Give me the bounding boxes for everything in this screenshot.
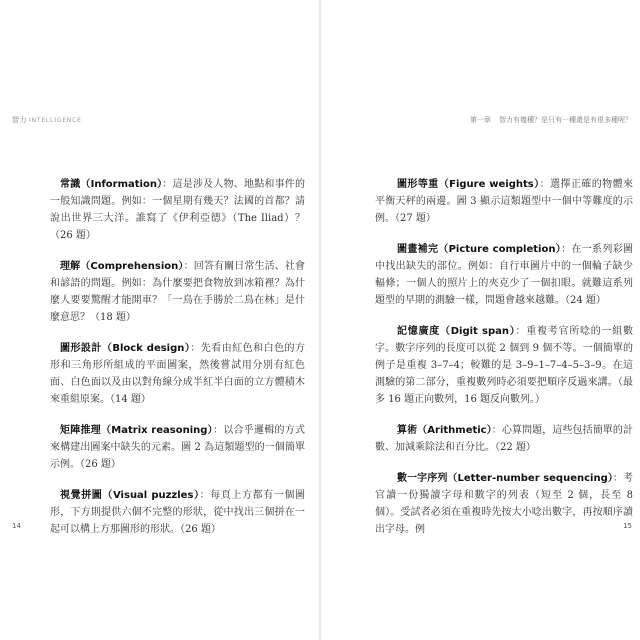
entry-term: 常識（Information） xyxy=(60,179,163,190)
entry-text: ：在一系列彩圖中找出缺失的部位。例如：自行車圖片中的一個輪子缺少輻條；一個人的照片上的夾克少了一個扣眼。就難這系列題型的早期的測驗一樣，問題會越來越難。（24 題） xyxy=(375,244,634,306)
entry-digit-span xyxy=(375,323,633,408)
page-number-right: 15 xyxy=(623,522,632,530)
page-number-left: 14 xyxy=(12,522,21,530)
entry-term: 圖畫補完（Picture completion） xyxy=(397,244,562,255)
entry-matrix-reasoning xyxy=(50,422,305,473)
entry-term: 理解（Comprehension） xyxy=(60,261,184,272)
entry-text: ：這是涉及人物、地點和事件的一般知識問題。例如：一個星期有幾天？法國的首都？請說出世界三大洋。誰寫了《伊利亞德》（The Iliad）？（26 題） xyxy=(50,179,306,241)
entry-term: 圖形設計（Block design） xyxy=(60,343,191,354)
running-header-chapter: 第一章 xyxy=(470,116,491,124)
right-page-body xyxy=(375,176,633,552)
entry-letter-number-sequencing xyxy=(375,470,633,538)
entry-information xyxy=(50,176,305,244)
entry-text: ：心算問題，這些包括簡單的計數、加減乘除法和百分比。（22 題） xyxy=(375,425,633,453)
entry-term: 記憶廣度（Digit span） xyxy=(397,326,516,337)
entry-text: ：每頁上方都有一個圖形，下方則提供六個不完整的形狀，從中找出三個拼在一起可以構上方那圖形的形狀。（26 題） xyxy=(50,490,306,535)
entry-text: ：重複考官所唸的一組數字。數字序列的長度可以從 2 個到 9 個不等。一個簡單的例子是重複 3–7–4；較難的是 3–9–1–7–4–5–3–9。在這測驗的第二部分，重複數列時必須要把順序反過來講。（最多 16 題正向數列，16 題反向數列。） xyxy=(375,326,633,405)
entry-block-design xyxy=(50,340,305,408)
running-header-left xyxy=(12,115,82,125)
entry-text: ：考官讀一份獨讀字母和數字的列表（短至 2 個，長至 8 個）。受試者必須在重複時先按大小唸出數字，再按順序讀出字母。例 xyxy=(375,473,634,535)
entry-term: 圖形等重（Figure weights） xyxy=(397,179,540,190)
running-header-chapter-title: 智力有幾種？是只有一種還是有很多種呢？ xyxy=(499,116,632,124)
entry-picture-completion xyxy=(375,241,633,309)
entry-term: 視覺拼圖（Visual puzzles） xyxy=(60,490,200,501)
entry-text: ：選擇正確的物體來平衡天秤的兩邊。圖 3 顯示這類題型中一個中等難度的示例。（27 題） xyxy=(375,179,633,224)
left-page-body xyxy=(50,176,305,552)
entry-arithmetic xyxy=(375,422,633,456)
running-header-right xyxy=(462,115,632,125)
running-header-title: 智力 xyxy=(12,116,27,124)
entry-text: ：以合乎邏輯的方式來構建出圖案中缺失的元素。圖 2 為這類題型的一個簡單示例。（26 題） xyxy=(50,425,305,470)
right-page xyxy=(320,0,640,640)
entry-comprehension xyxy=(50,258,305,326)
entry-text: ：先看由紅色和白色的方形和三角形所組成的平面圖案，然後嘗試用分別有紅色面、白色面以及由以對角線分成半紅半白面的立方體積木來重組原案。（14 題） xyxy=(50,343,306,405)
entry-visual-puzzles xyxy=(50,487,305,538)
entry-figure-weights xyxy=(375,176,633,227)
entry-term: 矩陣推理（Matrix reasoning） xyxy=(60,425,213,436)
entry-text: ：回答有關日常生活、社會和諺語的問題。例如：為什麼要把食物放到冰箱裡？為什麼人要要驚醒才能開車？「一鳥在手勝於二鳥在林」是什麼意思？（18 題） xyxy=(50,261,306,323)
entry-term: 數一字序列（Letter-number sequencing） xyxy=(397,473,613,484)
running-header-title-en: INTELLIGENCE xyxy=(29,117,82,124)
entry-term: 算術（Arithmetic） xyxy=(397,425,492,436)
